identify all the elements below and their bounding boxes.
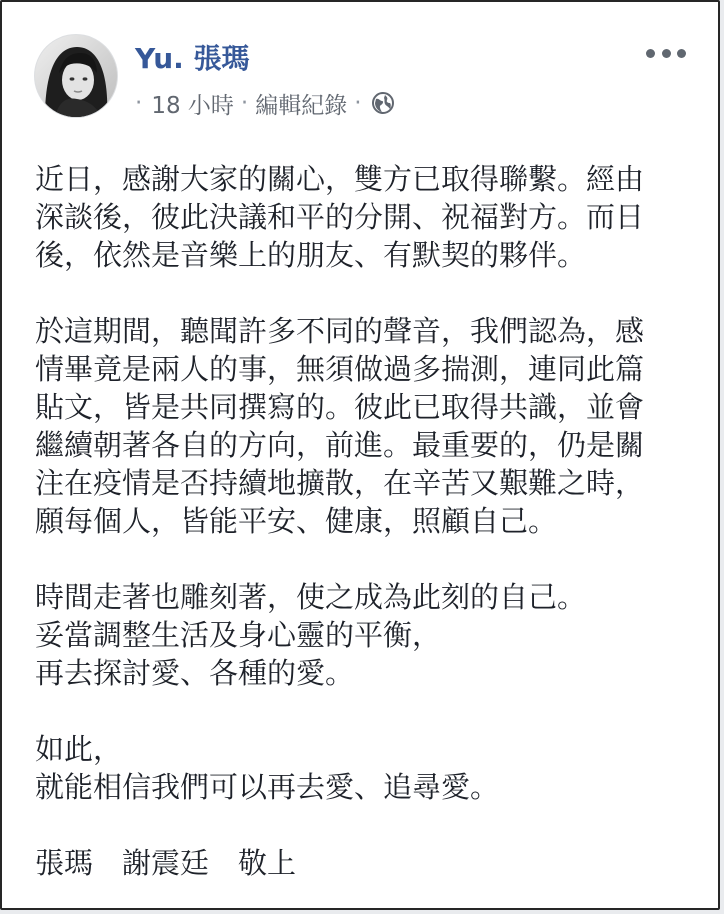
- globe-icon[interactable]: [371, 91, 395, 115]
- post-timestamp[interactable]: 18 小時: [151, 92, 234, 119]
- text-line: 於這期間，聽聞許多不同的聲音，我們認為，感: [35, 314, 645, 348]
- more-dot: [662, 49, 671, 58]
- paragraph: [35, 844, 705, 882]
- text-line: 願每個人，皆能平安、健康，照顧自己。: [35, 504, 558, 538]
- paragraph: [35, 730, 705, 806]
- paragraph: [35, 160, 705, 274]
- signature: 張瑪 謝震廷 敬上: [35, 846, 297, 880]
- more-dot: [646, 49, 655, 58]
- more-dot: [677, 49, 686, 58]
- text-line: 近日，感謝大家的關心，雙方已取得聯繫。經由: [35, 162, 645, 196]
- text-line: 如此，: [35, 732, 123, 766]
- post-meta: [135, 87, 395, 119]
- text-line: 貼文，皆是共同撰寫的。彼此已取得共識，並會: [35, 390, 645, 424]
- paragraph: [35, 578, 705, 692]
- author-name[interactable]: Yu. 張瑪: [135, 42, 250, 75]
- text-line: 後，依然是音樂上的朋友、有默契的夥伴。: [35, 238, 587, 272]
- text-line: 注在疫情是否持續地擴散，在辛苦又艱難之時，: [35, 466, 645, 500]
- text-line: 情畢竟是兩人的事，無須做過多揣測，連同此篇: [35, 352, 645, 386]
- post-message: [35, 160, 705, 910]
- more-options-icon[interactable]: [646, 43, 686, 63]
- paragraph: [35, 312, 705, 540]
- text-line: 深談後，彼此決議和平的分開、祝福對方。而日: [35, 200, 645, 234]
- profile-photo: [35, 35, 117, 117]
- text-line: 再去探討愛、各種的愛。: [35, 656, 355, 690]
- edit-history-link[interactable]: 編輯紀錄: [255, 92, 348, 119]
- text-line: 時間走著也雕刻著，使之成為此刻的自己。: [35, 580, 587, 614]
- meta-separator: ·: [240, 90, 249, 116]
- meta-lead-dot: ·: [135, 90, 143, 116]
- text-line: 就能相信我們可以再去愛、追尋愛。: [35, 770, 500, 804]
- text-line: 繼續朝著各自的方向，前進。最重要的，仍是關: [35, 428, 645, 462]
- avatar[interactable]: [35, 35, 117, 117]
- text-line: 妥當調整生活及身心靈的平衡，: [35, 618, 442, 652]
- meta-separator-2: ·: [354, 90, 362, 116]
